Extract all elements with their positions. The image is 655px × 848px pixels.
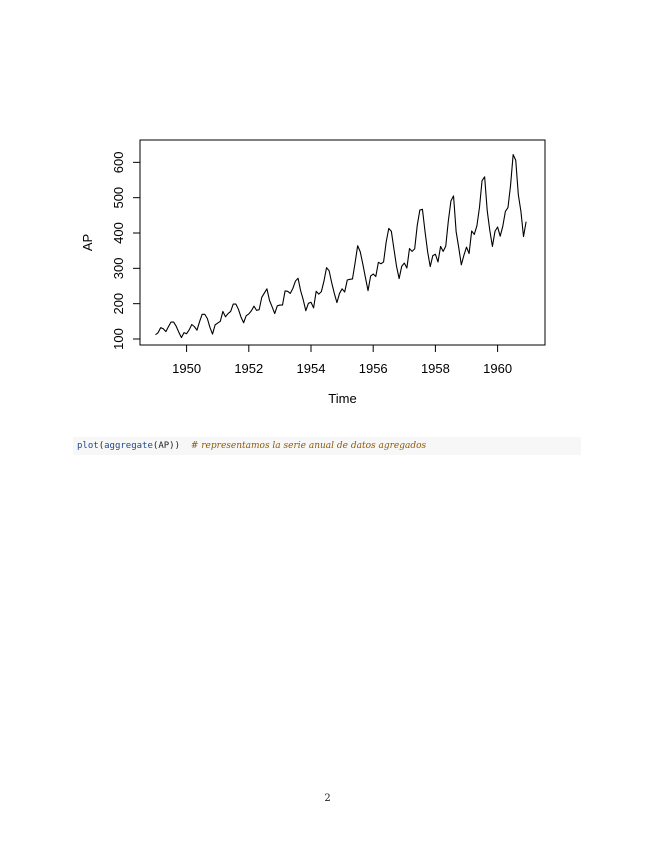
y-axis-label: AP: [80, 233, 95, 252]
y-tick-label: 600: [111, 151, 126, 174]
y-tick-label: 500: [111, 186, 126, 209]
x-tick-label: 1954: [296, 361, 326, 376]
code-function-aggregate: aggregate: [104, 441, 153, 451]
y-tick-label: 400: [111, 222, 126, 244]
code-block: [73, 437, 581, 455]
code-comment: # representamos la serie anual de datos agregados: [190, 441, 427, 451]
y-axis: [111, 151, 140, 349]
x-tick-label: 1956: [358, 361, 388, 376]
y-tick-label: 100: [111, 328, 126, 350]
x-tick-label: 1950: [172, 361, 202, 376]
x-tick-label: 1958: [420, 361, 450, 376]
code-paren-1: (: [98, 441, 105, 451]
code-paren-close: )): [169, 441, 180, 451]
x-tick-label: 1952: [234, 361, 264, 376]
code-function-plot: plot: [77, 441, 99, 451]
code-paren-2: (: [152, 441, 159, 451]
plot-frame: [140, 140, 545, 345]
y-tick-label: 200: [111, 292, 126, 315]
x-axis-label: Time: [328, 391, 357, 406]
code-argument: AP: [158, 441, 170, 451]
y-tick-label: 300: [111, 257, 126, 280]
x-tick-label: 1960: [483, 361, 513, 376]
series-line: [156, 155, 527, 338]
x-axis: [172, 345, 512, 376]
page-number: 2: [324, 793, 331, 804]
